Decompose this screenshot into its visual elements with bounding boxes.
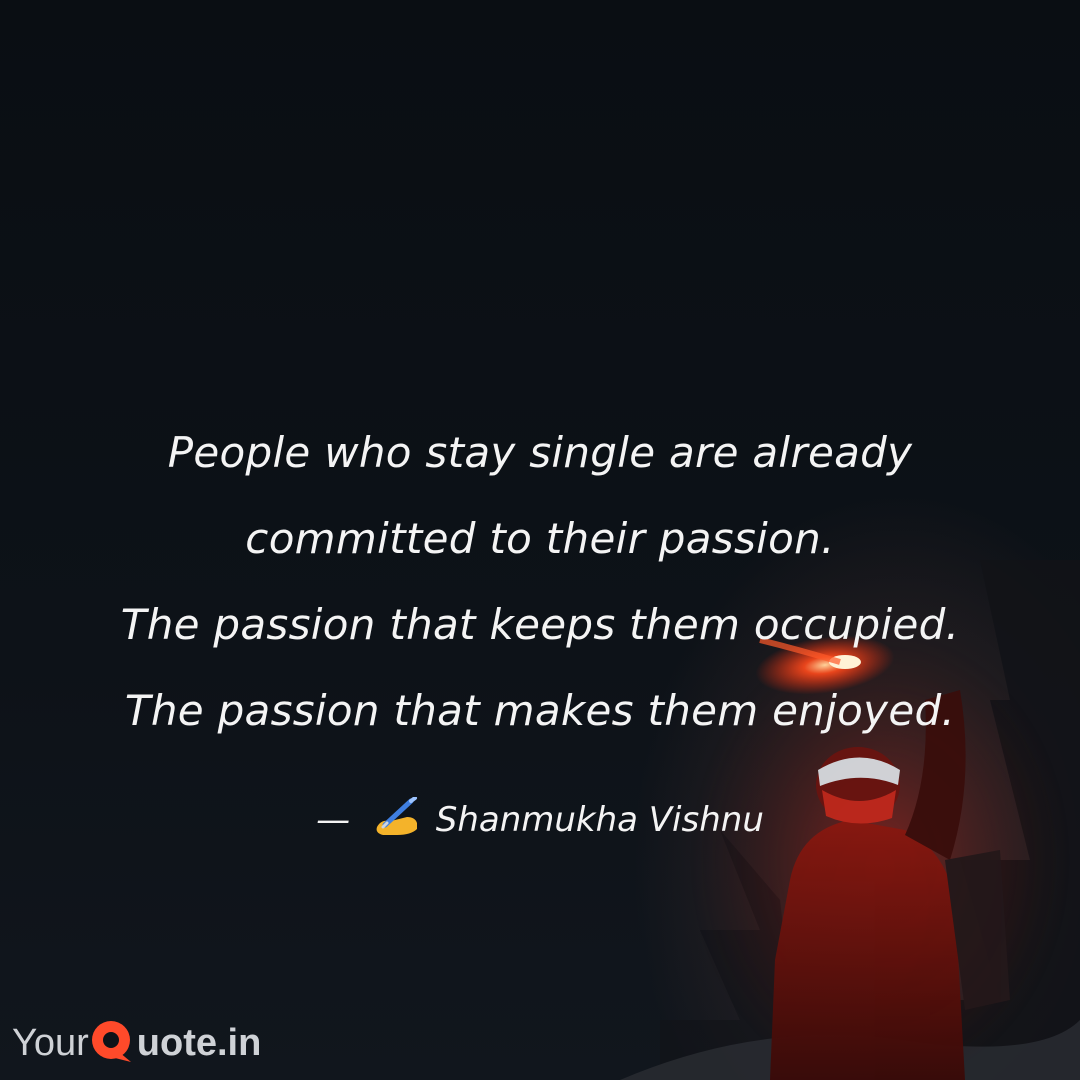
quote-line: The passion that keeps them occupied. xyxy=(120,600,960,649)
yourquote-logo[interactable] xyxy=(12,1013,261,1073)
quote-line: People who stay single are already xyxy=(167,428,913,477)
brand-prefix: Your xyxy=(12,1022,89,1064)
author-signature xyxy=(0,790,1080,850)
quote-line: The passion that makes them enjoyed. xyxy=(124,686,956,735)
writing-hand-icon xyxy=(371,797,423,839)
author-name: Shanmukha Vishnu xyxy=(435,800,764,840)
q-speech-bubble-icon xyxy=(89,1018,135,1064)
brand-domain: uote.in xyxy=(136,1022,262,1064)
quote-text xyxy=(40,410,1040,754)
author-dash: — xyxy=(316,800,351,840)
quote-line: committed to their passion. xyxy=(245,514,835,563)
